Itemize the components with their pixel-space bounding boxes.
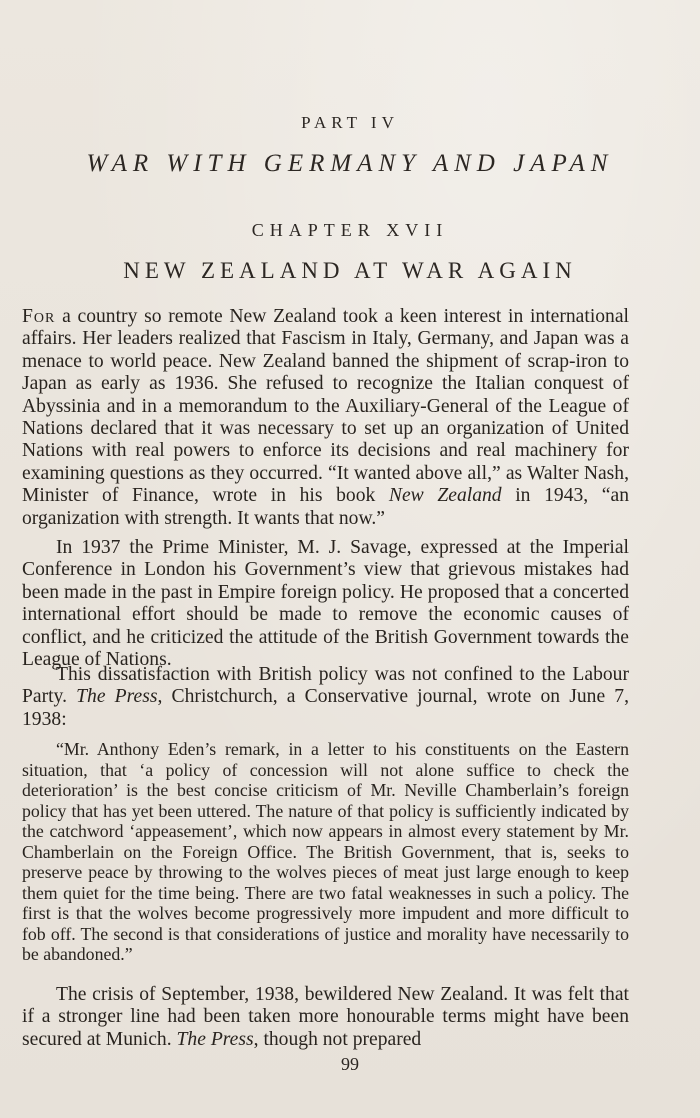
paragraph-3-text: This dissatisfaction with British policy was not confined to the Labour Party.: [22, 664, 629, 708]
part-label: PART IV: [301, 113, 399, 132]
page-number: 99: [341, 1054, 359, 1074]
paragraph-3: [22, 664, 629, 731]
chapter-label: CHAPTER XVII: [251, 220, 449, 240]
paragraph-2: In 1937 the Prime Minister, M. J. Savage, expressed at the Imperial Conference in London his Government’s view that grievous mistakes had been made in the past in Empire foreign policy. He proposed that a concerted international effort should be made to remove the economic causes of conflict, and he criticized the attitude of the British Government towards the League of Nations.: [22, 537, 629, 671]
paragraph-1: [22, 306, 629, 530]
chapter-title: NEW ZEALAND AT WAR AGAIN: [123, 258, 577, 283]
newspaper-title-2: The Press: [176, 1028, 254, 1050]
block-quote: “Mr. Anthony Eden’s remark, in a letter to his constituents on the Eastern situation, that ‘a policy of concession will not alone suffice to check the deterioration’ is the best concise criticism of Mr. Neville Chamberlain’s foreign policy that has yet been uttered. The nature of that policy is sufficiently indicated by the catchword ‘appeasement’, which now appears in almost every statement by Mr. Chamberlain on the Foreign Office. The British Government, that is, seeks to preserve peace by throwing to the wolves pieces of meat just large enough to keep them quiet for the time being. There are two fatal weaknesses in such a policy. The first is that the wolves become progressively more impudent and more difficult to fob off. The second is that considerations of justice and morality have necessarily to be abandoned.”: [22, 739, 629, 964]
paragraph-3-tail: , Christchurch, a Conservative journal, wrote on June 7, 1938:: [22, 686, 629, 730]
paragraph-4-text: The crisis of September, 1938, bewildered New Zealand. It was felt that if a stronger line had been taken more honourable terms might have been secured at Munich.: [22, 984, 629, 1050]
newspaper-title: The Press: [76, 686, 158, 708]
paragraph-1-lead: For: [22, 306, 56, 327]
part-title: WAR WITH GERMANY AND JAPAN: [86, 150, 614, 177]
paragraph-4: [22, 984, 629, 1051]
paragraph-1-text: a country so remote New Zealand took a keen interest in international affairs. Her leaders realized that Fascism in Italy, Germany, and Japan was a menace to world peace. New Zealand banned the shipment of scrap-iron to Japan as early as 1936. She refused to recognize the Italian conquest of Abyssinia and in a memorandum to the Auxiliary-General of the League of Nations declared that it was necessary to set up an organization of United Nations with real powers to enforce its decisions and real machinery for examining questions as they occurred. “It wanted above all,” as Walter Nash, Minister of Finance, wrote in his book: [22, 306, 629, 507]
paragraph-4-tail: , though not prepared: [253, 1028, 422, 1050]
book-title: New Zealand: [388, 485, 502, 507]
paragraph-1-tail: in 1943, “an organization with strength. It wants that now.”: [22, 485, 629, 529]
